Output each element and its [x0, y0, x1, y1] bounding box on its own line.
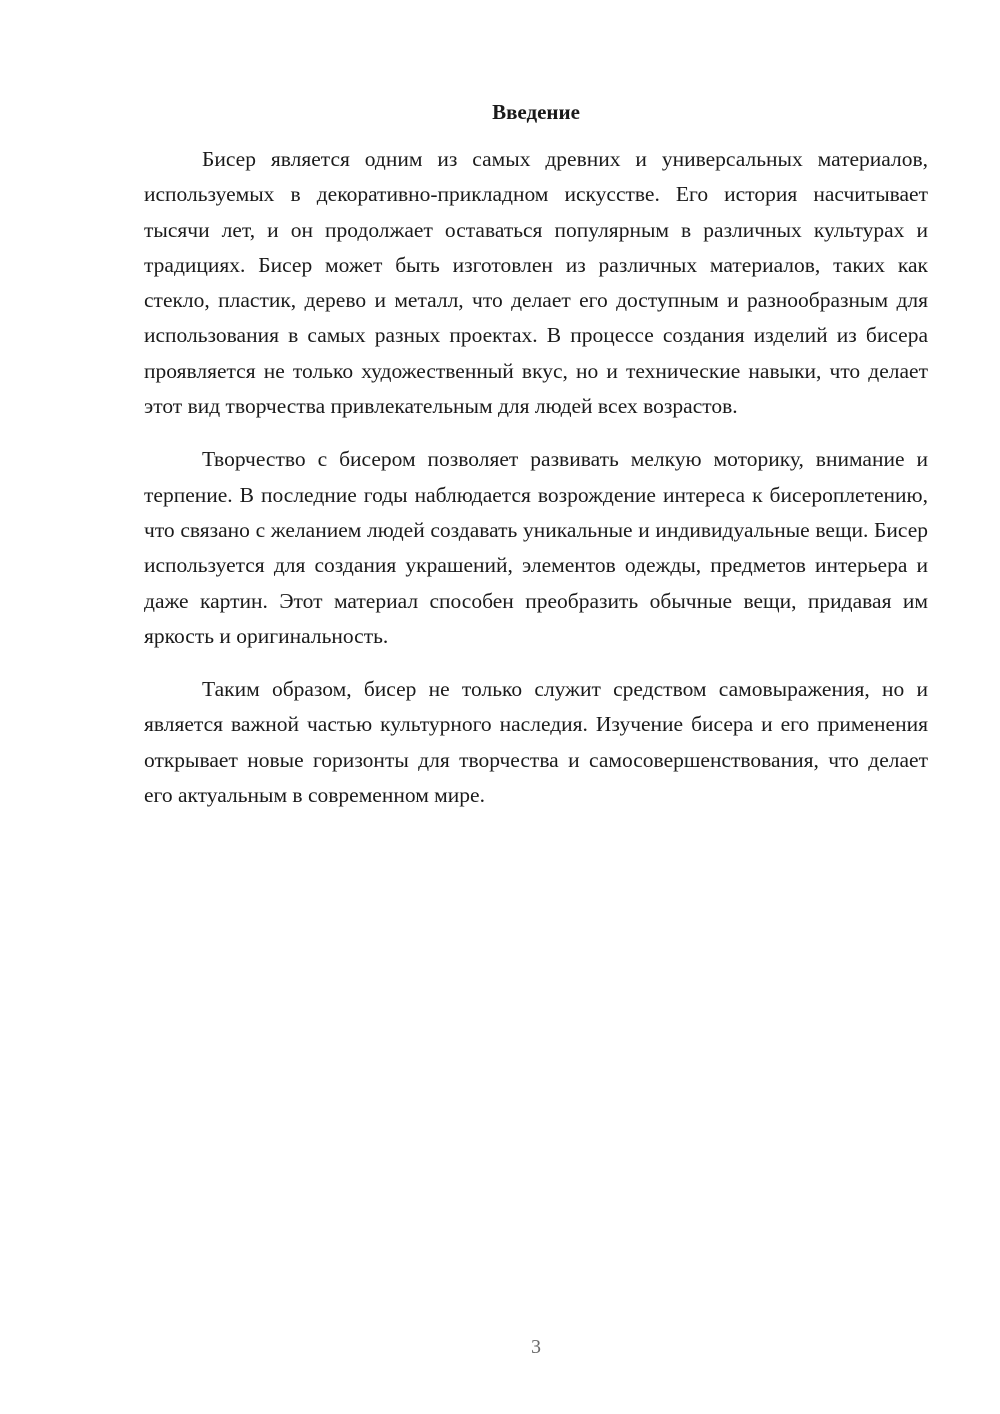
paragraph-1: Бисер является одним из самых древних и универсальных материалов, используемых в декоративно-прикладном искусстве. Его история насчитывает тысячи лет, и он продолжает оставаться популярным в различных культурах и традициях. Бисер может быть изготовлен из различных материалов, таких как стекло, пластик, дерево и металл, что делает его доступным и разнообразным для использования в самых разных проектах. В процессе создания изделий из бисера проявляется не только художественный вкус, но и технические навыки, что делает этот вид творчества привлекательным для людей всех возрастов. — [144, 147, 928, 419]
paragraph-3: Таким образом, бисер не только служит средством самовыражения, но и является важной частью культурного наследия. Изучение бисера и его применения открывает новые горизонты для творчества и самосовершенствования, что делает его актуальным в современном мире. — [144, 677, 928, 808]
paragraph-2: Творчество с бисером позволяет развивать мелкую моторику, внимание и терпение. В последние годы наблюдается возрождение интереса к бисероплетению, что связано с желанием людей создавать уникальные и индивидуальные вещи. Бисер используется для создания украшений, элементов одежды, предметов интерьера и даже картин. Этот материал способен преобразить обычные вещи, придавая им яркость и оригинальность. — [144, 447, 928, 648]
page-number: 3 — [531, 1336, 541, 1358]
page-title: Введение — [492, 100, 580, 124]
document-body — [144, 142, 928, 831]
